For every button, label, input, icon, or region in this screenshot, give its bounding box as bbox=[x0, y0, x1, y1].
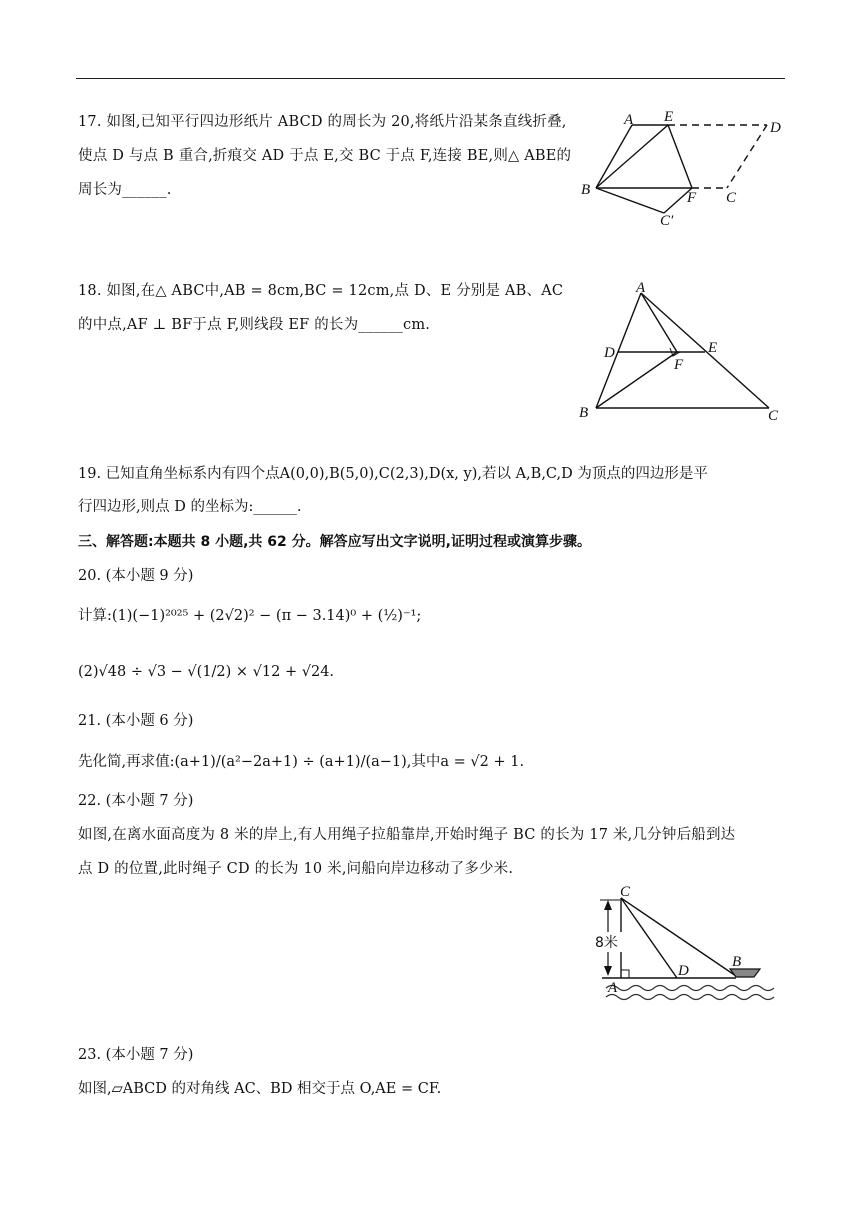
q18-label-a: A bbox=[636, 280, 646, 296]
q18-label-c: C bbox=[768, 408, 779, 424]
q18-label-d: D bbox=[604, 345, 615, 361]
q17-line-2: 使点 D 与点 B 重合,折痕交 AD 于点 E,交 BC 于点 F,连接 BE,则△ ABE的 bbox=[78, 148, 572, 164]
q22-line-2: 点 D 的位置,此时绳子 CD 的长为 10 米,问船向岸边移动了多少米. bbox=[78, 861, 514, 877]
q23-line-1: 如图,▱ABCD 的对角线 AC、BD 相交于点 O,AE = CF. bbox=[78, 1081, 442, 1097]
q17-label-e: E bbox=[664, 109, 674, 125]
q22-label-a: A bbox=[608, 980, 618, 996]
section-3-heading: 三、解答题:本题共 8 小题,共 62 分。解答应写出文字说明,证明过程或演算步骤。 bbox=[78, 534, 591, 550]
q18-label-b: B bbox=[579, 405, 589, 421]
q17-line-3: 周长为______. bbox=[78, 182, 172, 198]
q22-label-c: C bbox=[620, 884, 631, 900]
q19-line-2: 行四边形,则点 D 的坐标为:______. bbox=[78, 499, 302, 515]
q22-label-b: B bbox=[732, 954, 742, 970]
q22-boat-rope-figure bbox=[588, 884, 788, 1004]
q18-label-f: F bbox=[674, 357, 684, 373]
q22-title: 22. (本小题 7 分) bbox=[78, 793, 194, 809]
q21-text: 先化简,再求值:(a+1)/(a²−2a+1) ÷ (a+1)/(a−1),其中a = √2 + 1. bbox=[78, 754, 525, 770]
q17-label-c-prime: C′ bbox=[660, 213, 674, 228]
q18-line-2: 的中点,AF ⊥ BF于点 F,则线段 EF 的长为______cm. bbox=[78, 317, 431, 333]
q20-title: 20. (本小题 9 分) bbox=[78, 568, 194, 584]
q17-label-a: A bbox=[624, 112, 634, 128]
q18-triangle-figure bbox=[572, 280, 792, 425]
header-rule bbox=[76, 78, 785, 79]
q17-label-b: B bbox=[581, 182, 591, 198]
q22-label-d: D bbox=[678, 963, 689, 979]
q22-line-1: 如图,在离水面高度为 8 米的岸上,有人用绳子拉船靠岸,开始时绳子 BC 的长为 17 米,几分钟后船到达 bbox=[78, 827, 736, 843]
q17-label-d: D bbox=[770, 120, 781, 136]
q23-title: 23. (本小题 7 分) bbox=[78, 1047, 194, 1063]
q22-height-label: 8米 bbox=[595, 935, 618, 951]
q17-label-f: F bbox=[687, 190, 697, 206]
q20-part-2: (2)√48 ÷ √3 − √(1/2) × √12 + √24. bbox=[78, 664, 335, 680]
q19-line-1: 19. 已知直角坐标系内有四个点A(0,0),B(5,0),C(2,3),D(x, y),若以 A,B,C,D 为顶点的四边形是平 bbox=[78, 466, 708, 482]
q18-label-e: E bbox=[708, 340, 718, 356]
q17-line-1: 17. 如图,已知平行四边形纸片 ABCD 的周长为 20,将纸片沿某条直线折叠, bbox=[78, 114, 567, 130]
q17-label-c: C bbox=[726, 190, 737, 206]
q18-line-1: 18. 如图,在△ ABC中,AB = 8cm,BC = 12cm,点 D、E 分别是 AB、AC bbox=[78, 283, 564, 299]
q21-title: 21. (本小题 6 分) bbox=[78, 713, 194, 729]
q20-part-1: 计算:(1)(−1)²⁰²⁵ + (2√2)² − (π − 3.14)⁰ + (½)⁻¹; bbox=[78, 608, 422, 624]
q17-folded-parallelogram-figure bbox=[572, 108, 792, 228]
